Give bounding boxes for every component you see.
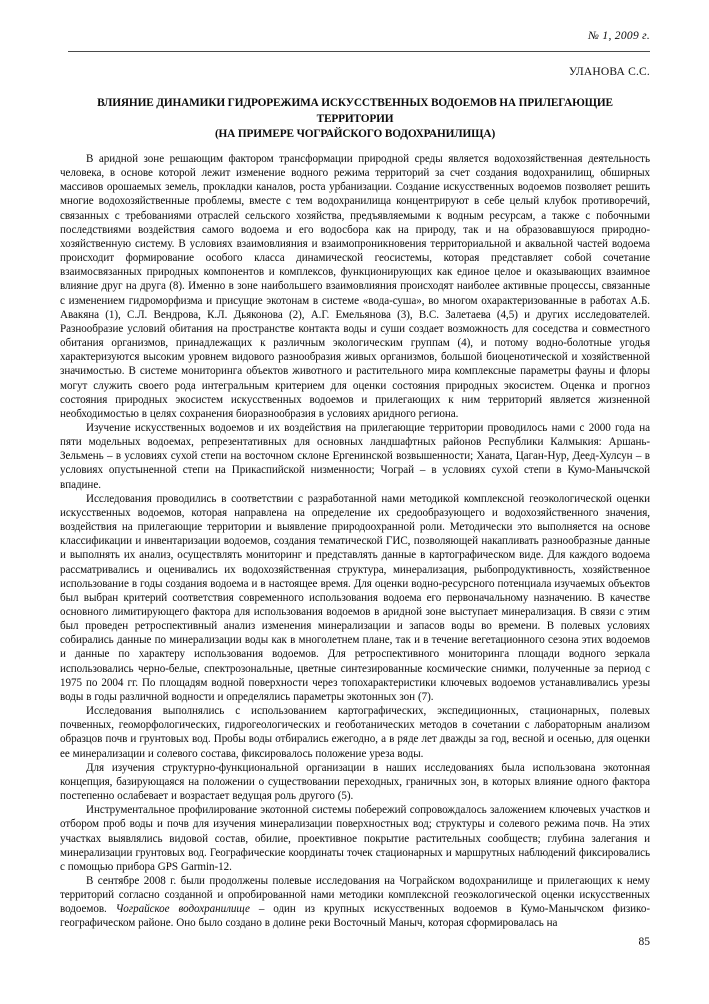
body-paragraph: В аридной зоне решающим фактором трансформации природной среды является водохозяйственная деятельность человека, в основе которой лежит изменение водного режима территорий за счет создания водохранилищ, обширных массивов орошаемых земель, прокладки каналов, роста урбанизации. Создание искусственных водоемов позволяет решить многие водохозяйственные проблемы, вместе с тем водохранилища концентрируют в себе целый клубок противоречий, связанных с требованиями отраслей сельского хозяйства, предъявляемыми к водным ресурсам, а также с побочными последствиями воздействия самого водоема и его водосбора как на природу, так и на образовавшуюся природно-хозяйственную систему. В условиях взаимовлияния и взаимопроникновения территориальной и аквальной частей водоема происходит формирование особого класса динамической геосистемы, которая представляет собой сочетание взаимосвязанных природных компонентов и комплексов, функционирующих как единое целое и оказывающих взаимное влияние друг на друга (8). Именно в зоне наибольшего взаимовлияния происходят наиболее активные процессы, связанные с изменением гидроморфизма и присущие экотонам в системе «вода-суша», во многом охарактеризованные в работах А.Б. Авакяна (1), С.Л. Вендрова, К.Л. Дьяконова (2), А.Г. Емельянова (3), В.С. Залетаева (4,5) и других исследователей. Разнообразие условий обитания на пространстве контакта воды и суши создает возможность для соседства и совместного обитания организмов, принадлежащих к различным экологическим группам (4), и потому водно-болотные угодья характеризуются высоким уровнем видового разнообразия живых организмов, большой биоценотической и хозяйственной значимостью. В системе мониторинга объектов животного и растительного мира комплексные параметры фауны и флоры могут служить своего рода интегральным критерием для оценки состояния природных экосистем. Оценка и прогноз состояния природных экосистем искусственных водоемов и прилегающих к ним территорий является жизненной необходимостью в целях сохранения биоразнообразия в условиях аридного региона. [60,153,650,420]
body-paragraph: Исследования проводились в соответствии с разработанной нами методикой комплексной геоэкологической оценки искусственных водоемов, которая направлена на определение их средообразующего и водохозяйственного значения, воздействия на прилегающие территории и выявление природоохранной роли. Методически это выполняется на основе классификации и инвентаризации водоемов, создания тематической ГИС, позволяющей накапливать разнообразные данные и выполнять их анализ, осуществлять мониторинг и представлять данные в картографическом виде. Для каждого водоема рассматривались и оценивались их водохозяйственная структура, минерализация, рыбопродуктивность, хозяйственное использование в годы создания водоема и в настоящее время. Для оценки водно-ресурсного потенциала изучаемых объектов был выбран критерий соответствия современного использования водоема его первоначальному назначению. В качестве основного лимитирующего фактора для использования водоемов в аридной зоне выступает минерализация. В связи с этим был проведен ретроспективный анализ изменения минерализации и запасов воды во времени. В полевых условиях собирались данные по минерализации воды как в многолетнем плане, так и в течение вегетационного сезона этих водоемов и данные по характеру использования водоемов. Для ретроспективного мониторинга площади водного зеркала использовались черно-белые, спектрозональные, цветные синтезированные космические снимки, полученные за период с 1975 по 2004 гг. По площадям водной поверхности через топохарактеристики ключевых водоемов устанавливались урезы воды в годы различной водности и определялись параметры экотонных зон (7). [60,492,650,703]
article-subtitle: (НА ПРИМЕРЕ ЧОГРАЙСКОГО ВОДОХРАНИЛИЩА) [214,128,496,141]
body-paragraph: Для изучения структурно-функциональной организации в наших исследованиях была использована экотонная концепция, базирующаяся на положении о существовании переходных, граничных зон, в которых влияние одного фактора постепенно ослабевает и возрастает ведущая роль другого (5). [60,761,650,803]
article-title: ВЛИЯНИЕ ДИНАМИКИ ГИДРОРЕЖИМА ИСКУССТВЕННЫХ ВОДОЕМОВ НА ПРИЛЕГАЮЩИЕ ТЕРРИТОРИИ [97,97,613,125]
paragraph-text-tail: – один из крупных искусственных водоемов в Кумо-Манычском физико-географическом районе. Оно было создано в долине реки Восточный Маныч, которая сформировалась на [60,903,650,930]
article-body [60,152,650,931]
body-paragraph-final [60,874,650,931]
body-paragraph: Изучение искусственных водоемов и их воздействия на прилегающие территории проводилось нами с 2000 года на пяти модельных водоемах, репрезентативных для основных ландшафтных районов Республики Калмыкия: Аршань-Зельмень – в условиях сухой степи на восточном склоне Ергенинской возвышенности; Ханата, Цаган-Нур, Деед-Хулсун – в условиях опустыненной степи на Прикаспийской низменности; Чограй – в условиях сухой степи в Кумо-Манычской впадине. [60,421,650,491]
paragraph-text-lead: В сентябре 2008 г. были продолжены полевые исследования на Чограйском водохранилище и прилегающих к нему территорий согласно созданной и опробированной нами методики комплексной геоэкологической оценки искусственных водоемов. [60,874,650,916]
body-paragraph: Инструментальное профилирование экотонной системы побережий сопровождалось заложением ключевых участков и отбором проб воды и почв для изучения минерализации поверхностных вод; структуры и солевого режима почв. На этих участках выявлялись видовой состав, обилие, проективное покрытие растительных сообществ; глубина залегания и минерализации грунтовых вод. Географические координаты точек стационарных и маршрутных наблюдений фиксировались с помощью прибора GPS Garmin-12. [60,804,650,873]
running-head [68,30,650,58]
reservoir-name-emphasis: Чограйское водохранилище [115,903,250,916]
author-name: УЛАНОВА С.С. [568,66,650,78]
page-title [60,96,650,143]
page-number: 85 [638,936,650,948]
body-paragraph: Исследования выполнялись с использованием картографических, экспедиционных, стационарных, полевых почвенных, геоморфологических, гидрогеологических и геоботанических методов в сочетании с лабораторным анализом образцов почв и грунтовых вод. Пробы воды отбирались ежегодно, а в ряде лет дважды за год, весной и осенью, для оценки ее минерализации и солевого состава, фиксировалось положение уреза воды. [60,705,650,760]
issue-number: № 1, 2009 г. [588,30,650,42]
header-rule-divider [68,51,650,52]
